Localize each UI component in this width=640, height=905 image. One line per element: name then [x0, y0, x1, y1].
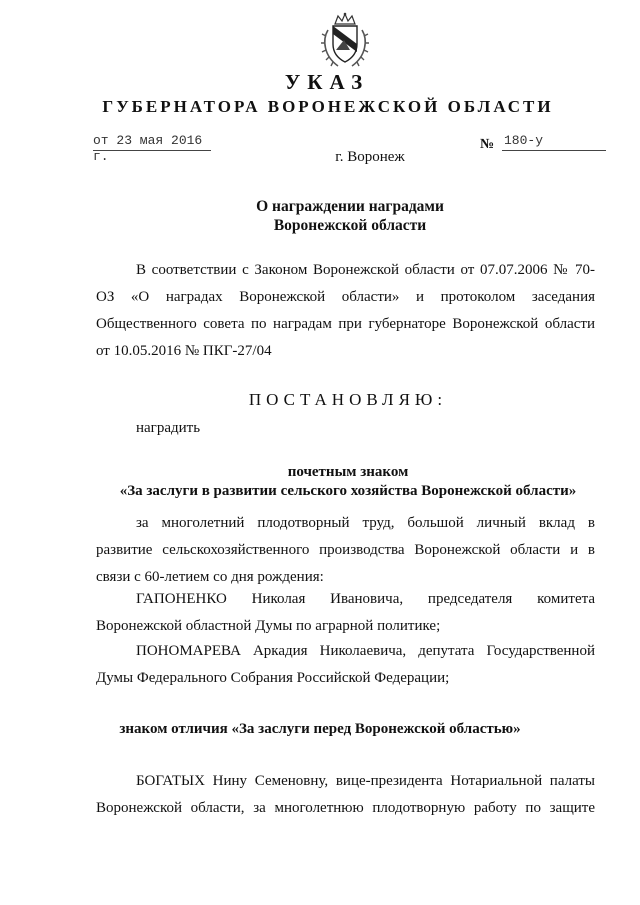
document-number: 180-у: [502, 133, 606, 151]
recipient-line: ГАПОНЕНКО Николая Ивановича, председателя комитета: [136, 591, 595, 607]
recipient: [96, 768, 595, 822]
recipient-line: Воронежской области, за многолетнюю плодотворную работу по защите: [96, 800, 595, 816]
preamble: [96, 257, 595, 365]
document-date: от 23 мая 2016 г.: [93, 133, 211, 151]
number-sign: №: [480, 137, 495, 152]
award-title-line: «За заслуги в развитии сельского хозяйства Воронежской области»: [119, 483, 577, 499]
subject-line: О награждении наградами: [256, 198, 444, 215]
recipient-line: ПОНОМАРЕВА Аркадия Николаевича, депутата Государственной: [136, 643, 595, 659]
document-issuer: ГУБЕРНАТОРА ВОРОНЕЖСКОЙ ОБЛАСТИ: [102, 97, 554, 116]
reason-line: развитие сельскохозяйственного производства Воронежской области и в: [96, 542, 595, 558]
coat-of-arms-icon: [314, 10, 376, 72]
award-title: [0, 463, 640, 501]
preamble-line: Общественного совета по наградам при губернаторе Воронежской области: [96, 316, 595, 332]
award-title: [0, 720, 640, 739]
award-title-line: знаком отличия «За заслуги перед Воронежской областью»: [119, 721, 521, 737]
reason-line: за многолетний плодотворный труд, большой личный вклад в: [136, 515, 595, 531]
decree-verb: наградить: [136, 420, 201, 436]
preamble-line: от 10.05.2016 № ПКГ-27/04: [96, 343, 272, 359]
document-subject: [0, 197, 640, 235]
award-title-line: почетным знаком: [287, 464, 409, 480]
preamble-line: В соответствии с Законом Воронежской области от 07.07.2006 № 70-: [136, 262, 595, 278]
award-reason: [96, 510, 595, 591]
city: г. Воронеж: [335, 149, 405, 165]
recipient-line: Думы Федерального Собрания Российской Федерации;: [96, 670, 450, 686]
subject-line: Воронежской области: [273, 217, 427, 234]
document-type: УКАЗ: [284, 70, 370, 94]
recipient: [96, 638, 595, 692]
reason-line: связи с 60-летием со дня рождения:: [96, 569, 324, 585]
recipient-line: Воронежской областной Думы по аграрной политике;: [96, 618, 441, 634]
recipient-line: БОГАТЫХ Нину Семеновну, вице-президента Нотариальной палаты: [136, 773, 595, 789]
preamble-line: ОЗ «О наградах Воронежской области» и протоколом заседания: [96, 289, 595, 305]
recipient: [96, 586, 595, 640]
decree-word: ПОСТАНОВЛЯЮ:: [248, 390, 448, 409]
